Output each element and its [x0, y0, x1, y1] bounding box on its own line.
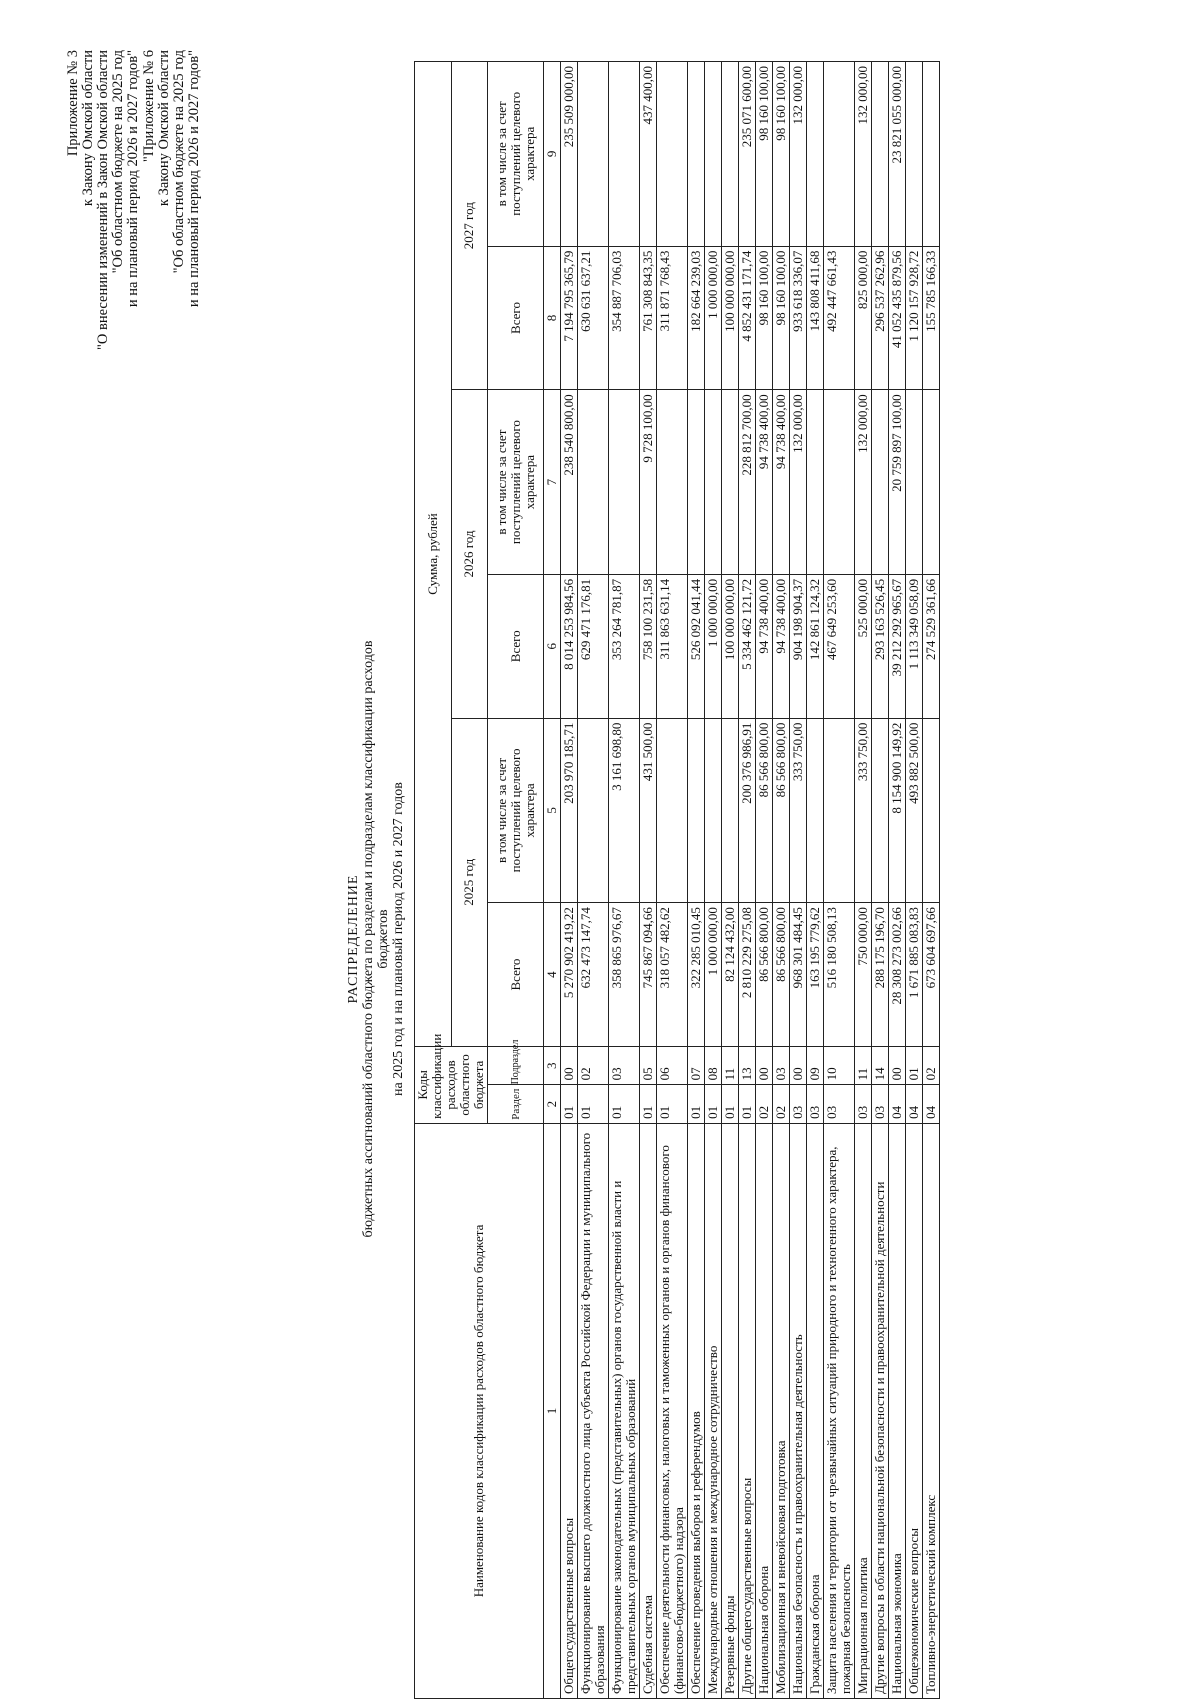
header-total: Всего [488, 903, 544, 1047]
row-section: 03 [872, 1085, 889, 1123]
row-targeted-2026: 132 000,00 [855, 390, 872, 575]
row-name: Другие вопросы в области национальной безопасности и правоохранительной деятельности [872, 1123, 889, 1698]
row-targeted-2027 [722, 62, 739, 247]
table-row [923, 62, 940, 1699]
row-subsection: 14 [872, 1046, 889, 1084]
budget-table [414, 61, 940, 1699]
row-targeted-2025 [923, 718, 940, 903]
row-total-2025: 86 566 800,00 [756, 903, 773, 1047]
row-targeted-2027 [705, 62, 722, 247]
table-row [640, 62, 657, 1699]
table-row [705, 62, 722, 1699]
row-section: 01 [722, 1085, 739, 1123]
row-targeted-2026 [807, 390, 824, 575]
row-subsection: 00 [756, 1046, 773, 1084]
row-total-2025: 5 270 902 419,22 [561, 903, 578, 1047]
table-row [739, 62, 756, 1699]
header-targeted: в том числе за счет поступлений целевого характера [488, 390, 544, 575]
row-targeted-2027: 98 160 100,00 [756, 62, 773, 247]
annex-line: и на плановый период 2026 и 2027 годов" [186, 50, 202, 308]
row-targeted-2027 [609, 62, 640, 247]
row-targeted-2025 [722, 718, 739, 903]
row-targeted-2026 [578, 390, 609, 575]
table-row [824, 62, 855, 1699]
document-heading [346, 619, 406, 1259]
row-name: Функционирование высшего должностного лица субъекта Российской Федерации и муниципального образования [578, 1123, 609, 1698]
row-name: Общегосударственные вопросы [561, 1123, 578, 1698]
row-targeted-2025: 86 566 800,00 [773, 718, 790, 903]
row-total-2027: 182 664 239,03 [688, 246, 705, 390]
row-targeted-2027 [688, 62, 705, 247]
row-total-2027: 933 618 336,07 [790, 246, 807, 390]
row-name: Гражданская оборона [807, 1123, 824, 1698]
annex-line: и на плановый период 2026 и 2027 годов" [125, 50, 141, 308]
row-section: 01 [561, 1085, 578, 1123]
row-total-2026: 904 198 904,37 [790, 574, 807, 718]
header-name: Наименование кодов классификации расходов областного бюджета [415, 1123, 544, 1698]
row-total-2025: 163 195 779,62 [807, 903, 824, 1047]
column-number: 9 [544, 62, 561, 247]
row-total-2025: 968 301 484,45 [790, 903, 807, 1047]
row-total-2025: 632 473 147,74 [578, 903, 609, 1047]
row-targeted-2026 [722, 390, 739, 575]
row-total-2027: 630 631 637,21 [578, 246, 609, 390]
row-total-2026: 525 000,00 [855, 574, 872, 718]
table-row [889, 62, 906, 1699]
header-year-2025: 2025 год [451, 718, 488, 1046]
row-targeted-2025: 431 500,00 [640, 718, 657, 903]
row-targeted-2026: 228 812 700,00 [739, 390, 756, 575]
row-targeted-2027 [657, 62, 688, 247]
row-targeted-2026 [923, 390, 940, 575]
row-targeted-2027: 132 000,00 [790, 62, 807, 247]
row-total-2025: 1 671 885 083,83 [906, 903, 923, 1047]
row-subsection: 01 [906, 1046, 923, 1084]
annex-line: к Закону Омской области [156, 50, 172, 207]
table-row [790, 62, 807, 1699]
row-targeted-2025: 333 750,00 [855, 718, 872, 903]
row-total-2025: 28 308 273 002,66 [889, 903, 906, 1047]
row-targeted-2026 [609, 390, 640, 575]
row-targeted-2026 [705, 390, 722, 575]
row-section: 04 [906, 1085, 923, 1123]
row-targeted-2026: 94 738 400,00 [773, 390, 790, 575]
row-subsection: 06 [657, 1046, 688, 1084]
row-total-2027: 143 808 411,68 [807, 246, 824, 390]
row-total-2025: 673 604 697,66 [923, 903, 940, 1047]
row-total-2026: 94 738 400,00 [773, 574, 790, 718]
row-subsection: 02 [923, 1046, 940, 1084]
row-targeted-2027 [578, 62, 609, 247]
row-targeted-2026 [906, 390, 923, 575]
row-targeted-2026: 9 728 100,00 [640, 390, 657, 575]
row-total-2026: 39 212 292 965,67 [889, 574, 906, 718]
column-number: 2 [544, 1085, 561, 1123]
row-total-2027: 7 194 795 365,79 [561, 246, 578, 390]
row-targeted-2025: 86 566 800,00 [756, 718, 773, 903]
document-subtitle: бюджетных ассигнований областного бюджета по разделам и подразделам классификации расходов бюджетов [361, 640, 391, 1238]
table-row [688, 62, 705, 1699]
annex-line: Приложение № 3 [65, 50, 81, 157]
row-total-2027: 1 120 157 928,72 [906, 246, 923, 390]
row-name: Национальная оборона [756, 1123, 773, 1698]
row-total-2025: 86 566 800,00 [773, 903, 790, 1047]
header-year-2026: 2026 год [451, 390, 488, 718]
column-number: 8 [544, 246, 561, 390]
column-number: 3 [544, 1046, 561, 1084]
row-subsection: 03 [773, 1046, 790, 1084]
row-section: 01 [739, 1085, 756, 1123]
row-total-2027: 98 160 100,00 [773, 246, 790, 390]
row-subsection: 00 [790, 1046, 807, 1084]
row-total-2025: 750 000,00 [855, 903, 872, 1047]
row-name: Обеспечение деятельности финансовых, налоговых и таможенных органов и органов финансового (финансово-бюджетного) надзора [657, 1123, 688, 1698]
row-name: Защита населения и территории от чрезвычайных ситуаций природного и техногенного характера, пожарная безопасность [824, 1123, 855, 1698]
row-targeted-2027: 235 509 000,00 [561, 62, 578, 247]
row-section: 03 [824, 1085, 855, 1123]
row-total-2027: 311 871 768,43 [657, 246, 688, 390]
row-name: Общеэкономические вопросы [906, 1123, 923, 1698]
row-section: 01 [657, 1085, 688, 1123]
row-total-2025: 82 124 432,00 [722, 903, 739, 1047]
row-targeted-2027: 98 160 100,00 [773, 62, 790, 247]
row-section: 03 [790, 1085, 807, 1123]
row-subsection: 08 [705, 1046, 722, 1084]
row-total-2027: 98 160 100,00 [756, 246, 773, 390]
header-codes: Коды классификации расходов областного бюджета [415, 1046, 488, 1123]
row-subsection: 02 [578, 1046, 609, 1084]
row-total-2027: 825 000,00 [855, 246, 872, 390]
table-row [722, 62, 739, 1699]
column-number: 4 [544, 903, 561, 1047]
row-section: 04 [923, 1085, 940, 1123]
row-subsection: 07 [688, 1046, 705, 1084]
table-row [657, 62, 688, 1699]
row-total-2026: 1 113 349 058,09 [906, 574, 923, 718]
row-total-2027: 155 785 166,33 [923, 246, 940, 390]
row-targeted-2026 [688, 390, 705, 575]
row-targeted-2025 [824, 718, 855, 903]
row-targeted-2027 [872, 62, 889, 247]
row-targeted-2026: 238 540 800,00 [561, 390, 578, 575]
row-targeted-2027 [824, 62, 855, 247]
row-targeted-2026 [657, 390, 688, 575]
row-total-2027: 4 852 431 171,74 [739, 246, 756, 390]
row-targeted-2027 [807, 62, 824, 247]
table-row [609, 62, 640, 1699]
row-targeted-2025: 203 970 185,71 [561, 718, 578, 903]
row-total-2026: 293 163 526,45 [872, 574, 889, 718]
annex-header-current [66, 50, 141, 350]
row-total-2025: 288 175 196,70 [872, 903, 889, 1047]
row-targeted-2025: 493 882 500,00 [906, 718, 923, 903]
row-total-2026: 467 649 253,60 [824, 574, 855, 718]
document-title: РАСПРЕДЕЛЕНИЕ [346, 874, 361, 1004]
row-total-2025: 358 865 976,67 [609, 903, 640, 1047]
row-targeted-2025: 333 750,00 [790, 718, 807, 903]
row-subsection: 00 [889, 1046, 906, 1084]
row-subsection: 00 [561, 1046, 578, 1084]
row-total-2026: 8 014 253 984,56 [561, 574, 578, 718]
annex-line: "О внесении изменений в Закон Омской области [95, 50, 111, 350]
row-name: Функционирование законодательных (представительных) органов государственной власти и представительных органов муниципальных образований [609, 1123, 640, 1698]
row-total-2026: 629 471 176,81 [578, 574, 609, 718]
row-total-2026: 100 000 000,00 [722, 574, 739, 718]
row-total-2027: 296 537 262,96 [872, 246, 889, 390]
row-total-2027: 100 000 000,00 [722, 246, 739, 390]
header-sum: Сумма, рублей [415, 62, 452, 1047]
row-section: 03 [807, 1085, 824, 1123]
row-targeted-2025: 8 154 900 149,92 [889, 718, 906, 903]
row-total-2026: 5 334 462 121,72 [739, 574, 756, 718]
row-subsection: 10 [824, 1046, 855, 1084]
table-row [773, 62, 790, 1699]
column-number: 5 [544, 718, 561, 903]
annex-header-original [142, 50, 202, 307]
row-total-2026: 142 861 124,32 [807, 574, 824, 718]
budget-table-body [561, 62, 940, 1699]
row-total-2025: 1 000 000,00 [705, 903, 722, 1047]
annex-line: "Приложение № 6 [141, 50, 157, 163]
table-row [578, 62, 609, 1699]
row-subsection: 11 [855, 1046, 872, 1084]
table-row [756, 62, 773, 1699]
row-total-2027: 354 887 706,03 [609, 246, 640, 390]
document-subtitle: на 2025 год и на плановый период 2026 и 2027 годов [391, 782, 406, 1096]
row-total-2026: 758 100 231,58 [640, 574, 657, 718]
row-section: 01 [578, 1085, 609, 1123]
row-total-2026: 353 264 781,87 [609, 574, 640, 718]
annex-line: "Об областном бюджете на 2025 год [110, 50, 126, 274]
header-total: Всего [488, 246, 544, 390]
row-targeted-2025 [872, 718, 889, 903]
row-total-2027: 761 308 843,35 [640, 246, 657, 390]
table-row [872, 62, 889, 1699]
table-row [906, 62, 923, 1699]
row-total-2026: 274 529 361,66 [923, 574, 940, 718]
row-name: Миграционная политика [855, 1123, 872, 1698]
row-name: Обеспечение проведения выборов и референдумов [688, 1123, 705, 1698]
row-total-2025: 322 285 010,45 [688, 903, 705, 1047]
row-name: Топливно-энергетический комплекс [923, 1123, 940, 1698]
row-targeted-2025 [657, 718, 688, 903]
row-subsection: 03 [609, 1046, 640, 1084]
row-total-2026: 1 000 000,00 [705, 574, 722, 718]
row-targeted-2027 [906, 62, 923, 247]
row-name: Международные отношения и международное сотрудничество [705, 1123, 722, 1698]
column-number: 1 [544, 1123, 561, 1698]
row-name: Другие общегосударственные вопросы [739, 1123, 756, 1698]
row-total-2027: 1 000 000,00 [705, 246, 722, 390]
row-total-2027: 41 052 435 879,56 [889, 246, 906, 390]
header-subsection: Подраздел [488, 1046, 544, 1084]
row-targeted-2026 [824, 390, 855, 575]
header-targeted: в том числе за счет поступлений целевого характера [488, 62, 544, 247]
row-targeted-2025 [578, 718, 609, 903]
row-name: Мобилизационная и вневойсковая подготовка [773, 1123, 790, 1698]
row-subsection: 05 [640, 1046, 657, 1084]
row-total-2026: 526 092 041,44 [688, 574, 705, 718]
row-targeted-2026: 132 000,00 [790, 390, 807, 575]
row-section: 01 [609, 1085, 640, 1123]
row-total-2025: 516 180 508,13 [824, 903, 855, 1047]
row-targeted-2025: 3 161 698,80 [609, 718, 640, 903]
row-section: 02 [756, 1085, 773, 1123]
row-total-2025: 745 867 094,66 [640, 903, 657, 1047]
row-total-2026: 94 738 400,00 [756, 574, 773, 718]
header-section: Раздел [488, 1085, 544, 1123]
row-section: 03 [855, 1085, 872, 1123]
row-total-2025: 318 057 482,62 [657, 903, 688, 1047]
column-number: 7 [544, 390, 561, 575]
row-section: 04 [889, 1085, 906, 1123]
row-targeted-2027: 437 400,00 [640, 62, 657, 247]
header-targeted: в том числе за счет поступлений целевого характера [488, 718, 544, 903]
header-total: Всего [488, 574, 544, 718]
row-name: Резервные фонды [722, 1123, 739, 1698]
row-total-2026: 311 863 631,14 [657, 574, 688, 718]
row-targeted-2025 [688, 718, 705, 903]
row-targeted-2026 [872, 390, 889, 575]
row-section: 01 [705, 1085, 722, 1123]
row-section: 02 [773, 1085, 790, 1123]
annex-line: к Закону Омской области [80, 50, 96, 207]
row-section: 01 [688, 1085, 705, 1123]
row-section: 01 [640, 1085, 657, 1123]
row-subsection: 11 [722, 1046, 739, 1084]
row-targeted-2027: 132 000,00 [855, 62, 872, 247]
row-targeted-2027: 23 821 055 000,00 [889, 62, 906, 247]
row-targeted-2025 [705, 718, 722, 903]
row-total-2025: 2 810 229 275,08 [739, 903, 756, 1047]
annex-line: "Об областном бюджете на 2025 год [171, 50, 187, 274]
row-targeted-2027 [923, 62, 940, 247]
row-targeted-2026: 94 738 400,00 [756, 390, 773, 575]
row-total-2027: 492 447 661,43 [824, 246, 855, 390]
row-subsection: 13 [739, 1046, 756, 1084]
table-row [855, 62, 872, 1699]
row-targeted-2025: 200 376 986,91 [739, 718, 756, 903]
row-name: Судебная система [640, 1123, 657, 1698]
row-targeted-2026: 20 759 897 100,00 [889, 390, 906, 575]
row-name: Национальная экономика [889, 1123, 906, 1698]
row-name: Национальная безопасность и правоохранительная деятельность [790, 1123, 807, 1698]
column-number: 6 [544, 574, 561, 718]
table-row [807, 62, 824, 1699]
header-year-2027: 2027 год [451, 62, 488, 390]
table-row [561, 62, 578, 1699]
row-targeted-2027: 235 071 600,00 [739, 62, 756, 247]
row-subsection: 09 [807, 1046, 824, 1084]
row-targeted-2025 [807, 718, 824, 903]
